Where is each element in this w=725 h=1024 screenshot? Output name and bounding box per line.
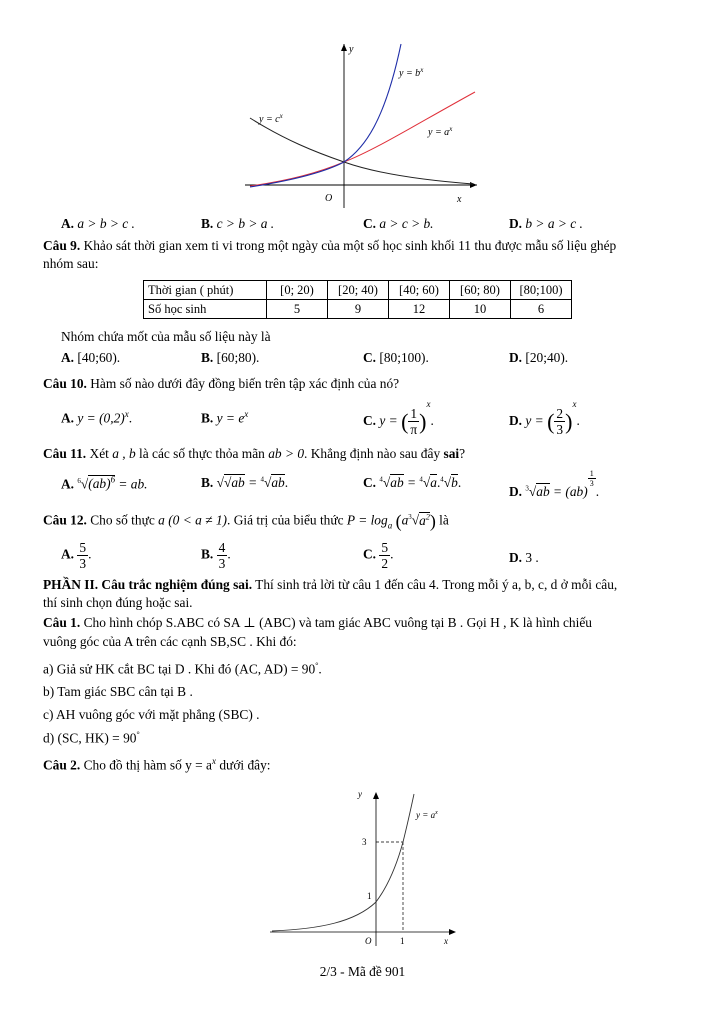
p2q1-item-a: a) Giả sử HK cắt BC tại D . Khi đó (AC, AD) = 90°. <box>43 661 322 677</box>
graph2-y-label: y <box>358 789 362 799</box>
page-footer: 2/3 - Mã đề 901 <box>319 964 406 979</box>
q11-option-d: D. $^3$√ab = (ab) $\frac{1}{3}$ . <box>509 469 600 499</box>
q12-statement: Câu 12. Cho số thực a (0 < a ≠ 1). Giá trị của biểu thức $P = \log_a (a^3√a^2)$ là <box>43 511 449 531</box>
p2q1-statement-line2: vuông góc của A trên các cạnh SB,SC . Khi đó: <box>43 634 297 649</box>
graph-exponential-a-x <box>270 786 460 951</box>
table-cell: [0; 20) <box>267 281 328 300</box>
q9-frequency-table <box>143 280 572 319</box>
graph2-curve-label: $y = a^x$ <box>416 810 438 820</box>
q10-option-a: A. $y = (0,2)^x$. <box>61 409 133 426</box>
q11-option-a: A. $^6$√(ab)$^6$ = ab. <box>61 475 148 492</box>
p2q1-item-d: d) (SC, HK) = 90° <box>43 730 140 746</box>
table-cell: 6 <box>511 300 572 319</box>
table-row <box>144 281 572 300</box>
label-c-x: $y = c^x$ <box>259 112 283 125</box>
table-cell: 9 <box>328 300 389 319</box>
tick-label-x1: 1 <box>400 936 405 946</box>
table-cell: [80;100) <box>511 281 572 300</box>
q9-statement-line1: Câu 9. Khảo sát thời gian xem ti vi trong một ngày của một số học sinh khối 11 thu được mẫu số liệu ghép <box>43 238 617 253</box>
table-cell: 12 <box>389 300 450 319</box>
q12-option-b: B. $\frac{4}{3}$ . <box>201 540 231 571</box>
q8-option-d: D. b > a > c . <box>509 216 583 231</box>
q11-statement: Câu 11. Xét a , b là các số thực thỏa mãn ab > 0. Khẳng định nào sau đây sai? <box>43 446 466 461</box>
q8-option-c: C. a > c > b. <box>363 216 434 231</box>
q11-option-b: B. √√ab = $^4$√ab. <box>201 475 289 490</box>
q12-option-a: A. $\frac{5}{3}$ . <box>61 540 92 571</box>
q9-prompt: Nhóm chứa mốt của mẫu số liệu này là <box>61 329 271 344</box>
q9-option-a: A. [40;60). <box>61 350 121 365</box>
q10-option-d: D. y = ( $\frac{2}{3}$ )$^x$. <box>509 399 580 438</box>
q12-option-d: D. 3 . <box>509 550 539 565</box>
q11-option-c: C. $^4$√ab = $^4$√a.$^4$√b. <box>363 475 462 490</box>
graph1-x-label: x <box>457 194 462 205</box>
q8-option-a: A. a > b > c . <box>61 216 135 231</box>
curve-a-x <box>250 92 475 186</box>
graph1-origin-label: O <box>325 193 333 204</box>
y-axis-arrow <box>373 792 379 799</box>
table-row <box>144 300 572 319</box>
table-header-students: Số học sinh <box>144 300 267 319</box>
graph2-x-label: x <box>444 936 448 946</box>
q9-option-b: B. [60;80). <box>201 350 260 365</box>
graph1-y-label: y <box>349 44 354 55</box>
y-axis-arrow <box>341 44 347 51</box>
q9-option-c: C. [80;100). <box>363 350 429 365</box>
part2-heading-line2: thí sinh chọn đúng hoặc sai. <box>43 595 193 610</box>
q10-statement: Câu 10. Hàm số nào dưới đây đồng biến trên tập xác định của nó? <box>43 376 400 391</box>
graph-exponential-comparison <box>245 40 480 210</box>
x-axis-arrow <box>470 182 477 188</box>
q8-option-b: B. c > b > a . <box>201 216 275 231</box>
q10-option-c: C. y = ( $\frac{1}{\pi}$ )$^x$. <box>363 399 434 438</box>
q12-option-c: C. $\frac{5}{2}$ . <box>363 540 394 571</box>
tick-label-y1: 1 <box>367 891 372 901</box>
p2q1-statement-line1: Câu 1. Cho hình chóp S.ABC có SA ⊥ (ABC) và tam giác ABC vuông tại B . Gọi H , K là hình chiếu <box>43 615 592 630</box>
p2q1-item-c: c) AH vuông góc với mặt phẳng (SBC) . <box>43 707 260 722</box>
tick-label-y3: 3 <box>362 837 367 847</box>
curve-a-x <box>272 794 414 931</box>
q9-statement-line2: nhóm sau: <box>43 256 99 271</box>
x-axis-arrow <box>449 929 456 935</box>
q9-option-d: D. [20;40). <box>509 350 569 365</box>
p2q1-item-b: b) Tam giác SBC cân tại B . <box>43 684 193 699</box>
table-cell: 5 <box>267 300 328 319</box>
table-cell: [60; 80) <box>450 281 511 300</box>
table-cell: [40; 60) <box>389 281 450 300</box>
graph2-origin-label: O <box>365 936 372 946</box>
p2q2-statement: Câu 2. Cho đồ thị hàm số $y = a^x$ dưới đây: <box>43 756 271 773</box>
q10-option-b: B. $y = e^x$ <box>201 409 249 426</box>
part2-heading-line1: PHẦN II. Câu trắc nghiệm đúng sai. Thí sinh trả lời từ câu 1 đến câu 4. Trong mỗi ý a, b, c, d ở mỗi câu, <box>43 577 618 592</box>
label-a-x: $y = a^x$ <box>428 125 453 138</box>
table-cell: 10 <box>450 300 511 319</box>
label-b-x: $y = b^x$ <box>399 66 424 79</box>
table-header-time: Thời gian ( phút) <box>144 281 267 300</box>
table-cell: [20; 40) <box>328 281 389 300</box>
